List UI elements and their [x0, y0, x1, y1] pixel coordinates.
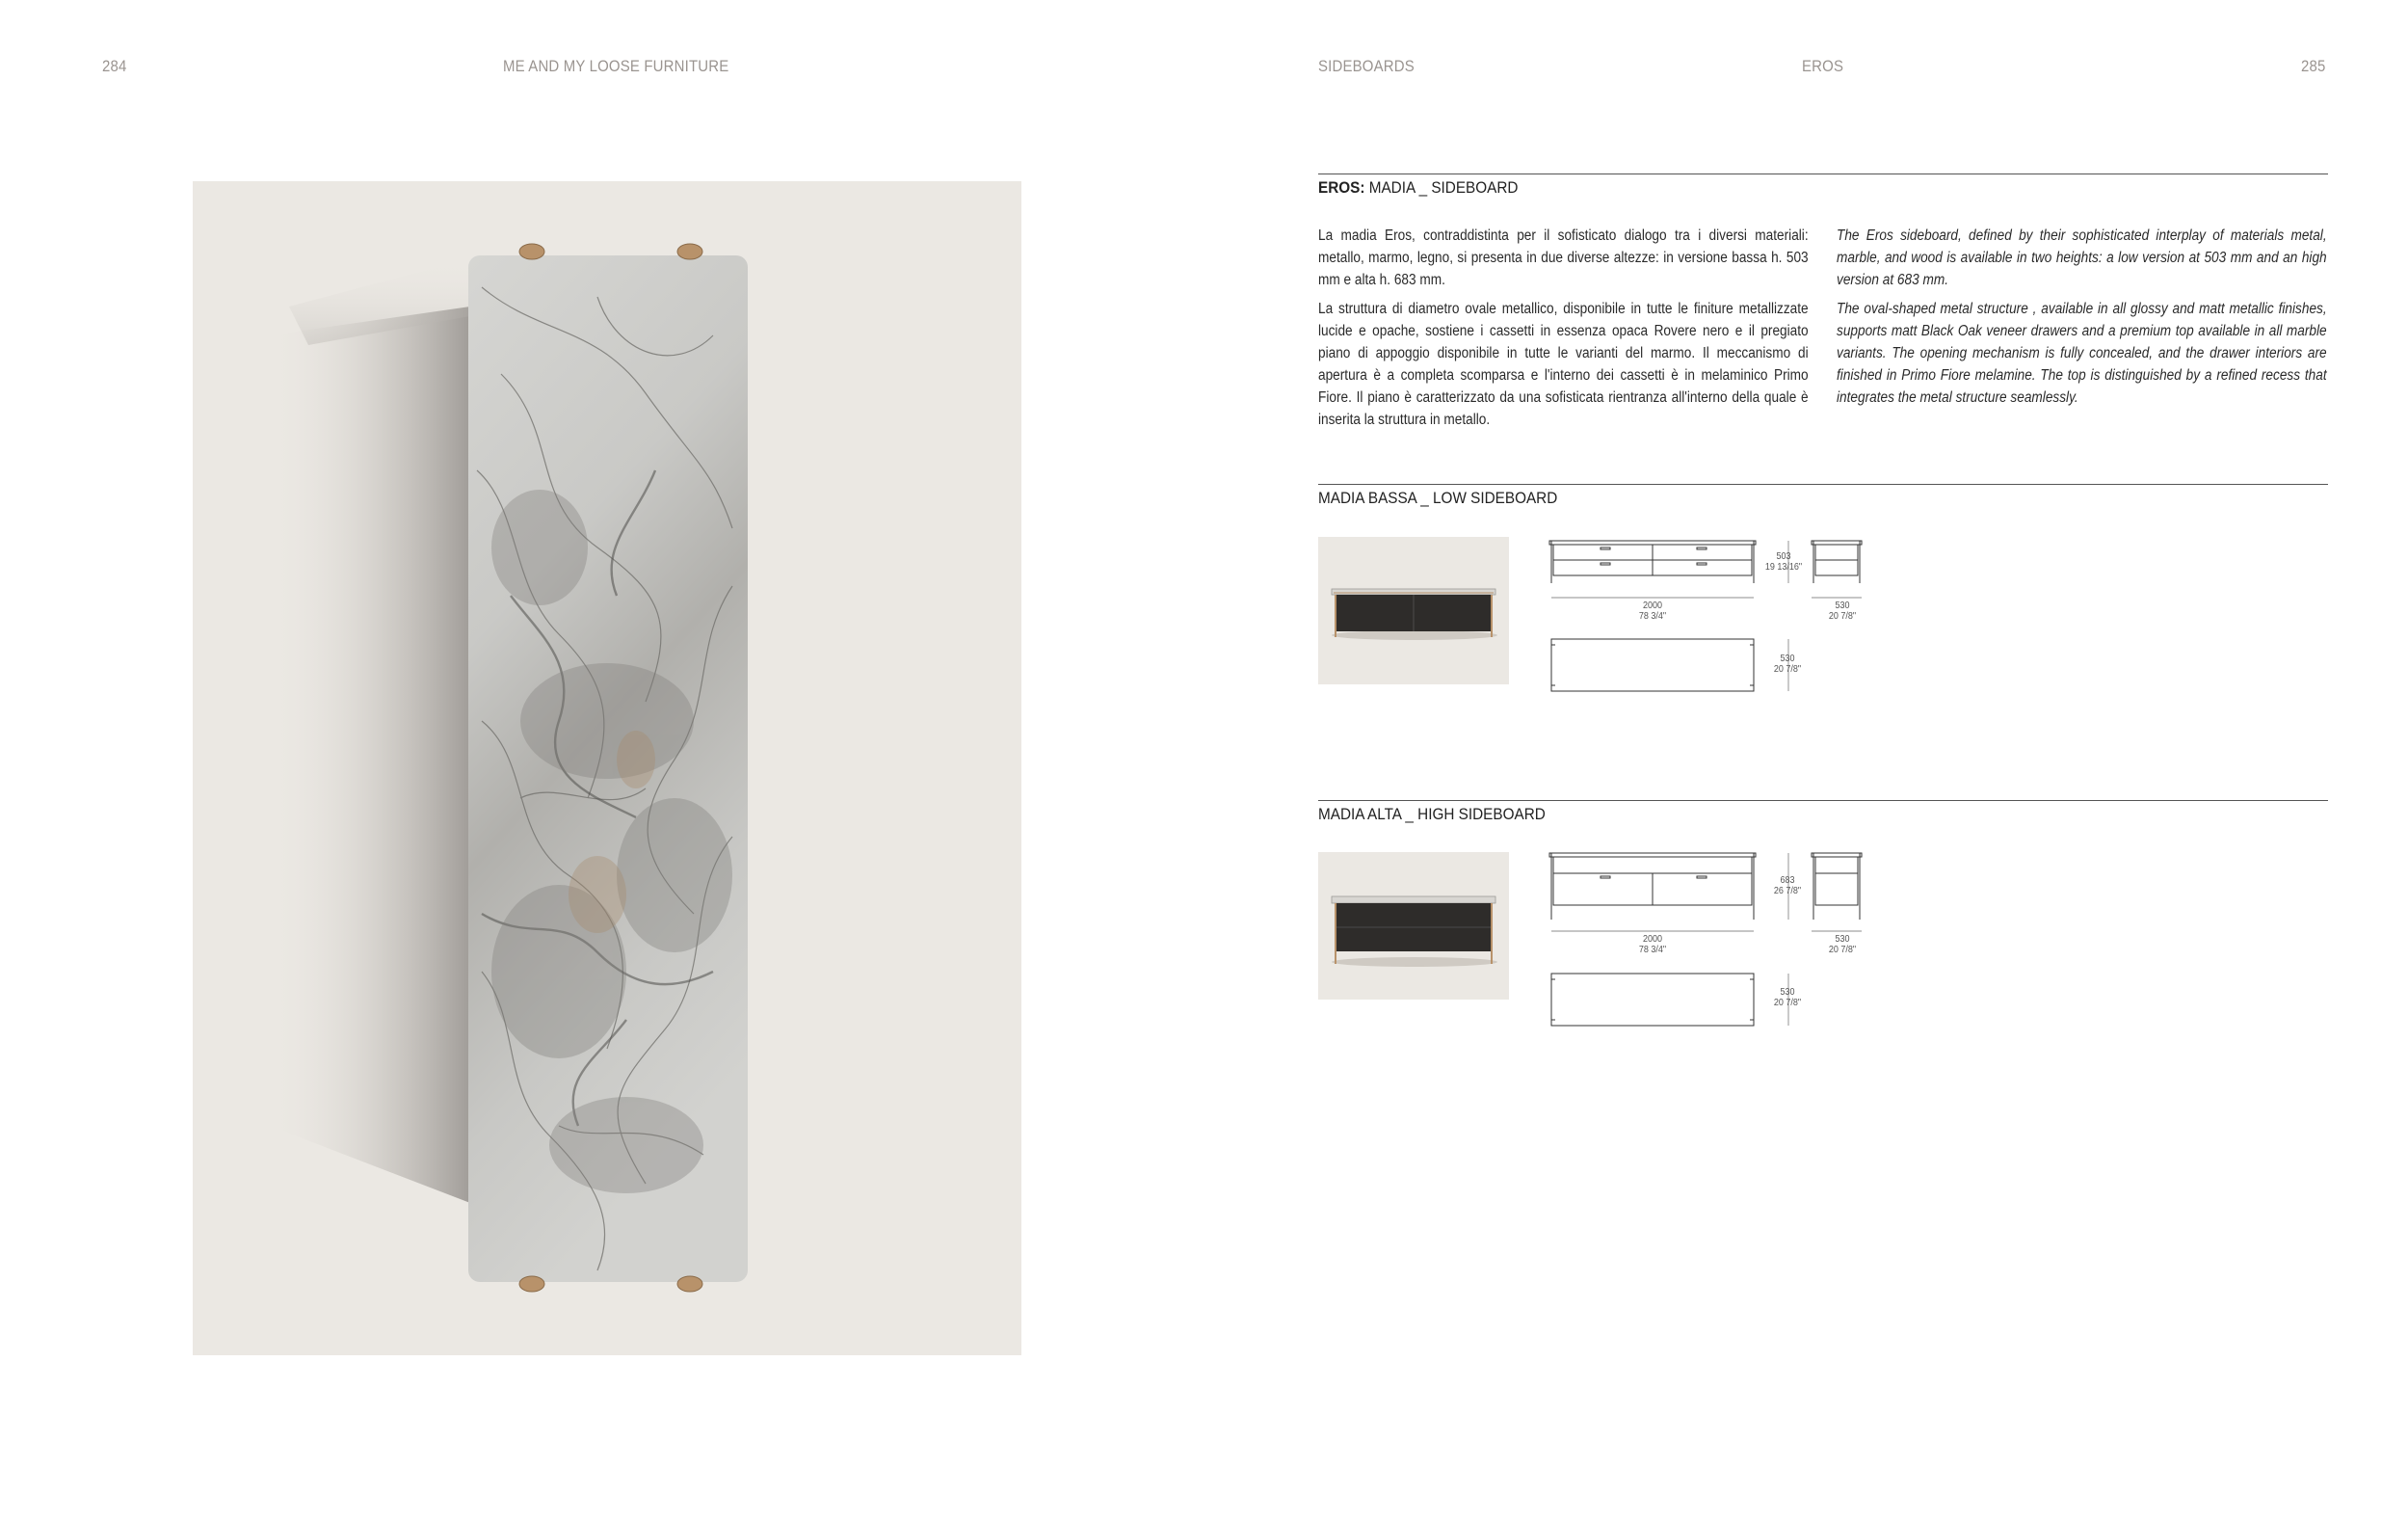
high-sideboard-title: MADIA ALTA _ HIGH SIDEBOARD [1318, 805, 1546, 823]
high-depth-in: 20 7/8" [1828, 945, 1857, 955]
description-it-p2: La struttura di diametro ovale metallico, disponibile in tutte le finiture metallizzate lucide e opache, sostiene i cassetti in essenza opaca Rovere nero e il pregiato piano di appoggio disponibile in tutte le varianti del marmo. Il meccanismo di apertura è a completa scomparsa e l'interno dei cassetti è in melaminico Primo Fiore. Il piano è caratterizzato da una sofisticata rientranza all'interno della quale è inserita la struttura in metallo. [1318, 301, 1809, 428]
low-width-in: 78 3/4" [1638, 611, 1667, 622]
product-name-rest: MADIA _ SIDEBOARD [1368, 178, 1519, 197]
low-height-mm: 503 [1776, 551, 1791, 562]
divider-high [1318, 800, 2328, 801]
product-name-bold: EROS: [1318, 178, 1365, 197]
high-plan-depth-mm: 530 [1780, 987, 1795, 998]
high-height-in: 26 7/8" [1773, 886, 1802, 896]
description-en-p1: The Eros sideboard, defined by their sophisticated interplay of materials metal, marble, and wood is available in two heights: a low version at 503 mm and an high version at 683 mm. [1837, 227, 2327, 288]
low-depth-dimension [1821, 601, 1865, 622]
category-label: SIDEBOARDS [1318, 57, 1415, 75]
high-depth-dimension [1821, 934, 1865, 955]
low-width-mm: 2000 [1642, 601, 1663, 611]
high-width-dimension [1631, 934, 1675, 955]
low-depth-in: 20 7/8" [1828, 611, 1857, 622]
high-width-mm: 2000 [1642, 934, 1663, 945]
description-english [1837, 225, 2327, 415]
low-depth-mm: 530 [1835, 601, 1850, 611]
product-photo-top-view [193, 181, 1021, 1355]
low-sideboard-title: MADIA BASSA _ LOW SIDEBOARD [1318, 489, 1558, 507]
high-plan-depth-in: 20 7/8" [1773, 998, 1802, 1008]
high-depth-mm: 530 [1835, 934, 1850, 945]
low-width-dimension [1631, 601, 1675, 622]
high-height-mm: 683 [1780, 875, 1795, 886]
description-it-p1: La madia Eros, contraddistinta per il sofisticato dialogo tra i diversi materiali: metallo, marmo, legno, si presenta in due diverse altezze: in versione bassa h. 503 mm e alta h. 683 mm. [1318, 227, 1809, 288]
low-plan-depth-in: 20 7/8" [1773, 664, 1802, 675]
high-sideboard-photo [1318, 852, 1509, 1000]
low-plan-depth-dimension [1766, 654, 1810, 675]
low-plan-depth-mm: 530 [1780, 654, 1795, 664]
high-width-in: 78 3/4" [1638, 945, 1667, 955]
collection-label: EROS [1802, 57, 1844, 75]
product-title [1318, 178, 1518, 198]
description-en-p2: The oval-shaped metal structure , available in all glossy and matt metallic finishes, supports matt Black Oak veneer drawers and a premium top available in all marble variants. The opening mechanism is fully concealed, and the drawer interiors are finished in Primo Fiore melamine. The top is distinguished by a refined recess that integrates the metal structure seamlessly. [1837, 301, 2327, 406]
page-number-right: 285 [2301, 57, 2326, 75]
divider-low [1318, 484, 2328, 485]
catalog-title: ME AND MY LOOSE FURNITURE [503, 57, 729, 75]
low-height-in: 19 13/16" [1764, 562, 1803, 573]
low-sideboard-photo [1318, 537, 1509, 684]
low-height-dimension [1762, 551, 1806, 573]
description-italian [1318, 225, 1809, 438]
page-number-left: 284 [102, 57, 127, 75]
high-height-dimension [1766, 875, 1810, 896]
high-plan-depth-dimension [1766, 987, 1810, 1008]
